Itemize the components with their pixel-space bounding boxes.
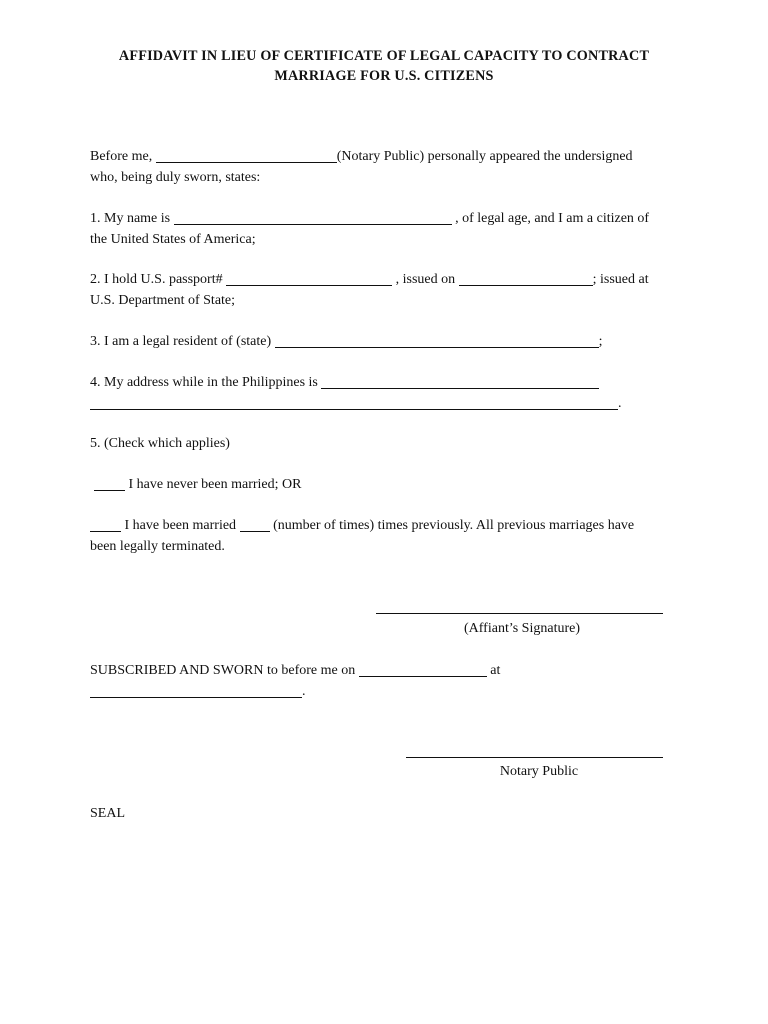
- document-title: [60, 46, 708, 86]
- option-b-text-a: I have been married: [124, 518, 237, 533]
- affiant-signature-label: (Affiant’s Signature): [464, 621, 580, 636]
- intro-paragraph: [90, 146, 680, 188]
- state-blank[interactable]: [275, 332, 599, 348]
- passport-issue-date-blank[interactable]: [459, 270, 593, 286]
- option-a-text: I have never been married; OR: [128, 477, 302, 492]
- item-3-prefix: 3. I am a legal resident of (state): [90, 334, 272, 349]
- item-1-name: [90, 208, 680, 250]
- sworn-date-blank[interactable]: [359, 661, 487, 677]
- title-line-1: AFFIDAVIT IN LIEU OF CERTIFICATE OF LEGAL CAPACITY TO CONTRACT: [118, 48, 650, 64]
- times-married-blank[interactable]: [240, 516, 270, 532]
- item-1-line-2: the United States of America;: [90, 232, 256, 247]
- item-2-passport: [90, 269, 680, 311]
- seal-label: SEAL: [90, 806, 125, 821]
- item-2-issued-on: , issued on: [395, 272, 456, 287]
- intro-before: Before me,: [90, 149, 153, 164]
- address-blank-line-2[interactable]: [90, 394, 618, 410]
- intro-notary-ref: (Notary Public) personally appeared the undersigned: [336, 149, 633, 164]
- item-2-line-2: U.S. Department of State;: [90, 293, 236, 308]
- previously-married-check-blank[interactable]: [90, 516, 121, 532]
- never-married-check-blank[interactable]: [94, 475, 125, 491]
- item-4-prefix: 4. My address while in the Philippines is: [90, 375, 318, 390]
- affiant-name-blank[interactable]: [174, 209, 452, 225]
- option-never-married: [90, 474, 680, 495]
- item-5-heading-text: 5. (Check which applies): [90, 436, 230, 451]
- item-3-residence: [90, 331, 680, 352]
- item-1-prefix: 1. My name is: [90, 211, 171, 226]
- sworn-place-blank[interactable]: [90, 682, 302, 698]
- notary-signature-line[interactable]: [406, 757, 663, 758]
- notary-name-blank[interactable]: [156, 147, 337, 163]
- affiant-signature-line[interactable]: [376, 613, 663, 614]
- item-5-heading: [90, 433, 680, 454]
- passport-number-blank[interactable]: [226, 270, 392, 286]
- option-previously-married: [90, 515, 680, 557]
- item-2-issued-at: ; issued at: [592, 272, 649, 287]
- seal-block: [90, 803, 680, 824]
- item-4-address: [90, 372, 680, 414]
- item-2-prefix: 2. I hold U.S. passport#: [90, 272, 223, 287]
- option-b-line-2: been legally terminated.: [90, 539, 225, 554]
- subscribed-end: .: [302, 684, 306, 699]
- subscribed-prefix: SUBSCRIBED AND SWORN to before me on: [90, 663, 356, 678]
- address-blank-line-1[interactable]: [321, 373, 599, 389]
- item-1-suffix: , of legal age, and I am a citizen of: [455, 211, 650, 226]
- option-b-text-b: (number of times) times previously. All previous marriages have: [273, 518, 635, 533]
- subscribed-at: at: [490, 663, 501, 678]
- notary-public-label: Notary Public: [499, 764, 579, 779]
- subscribed-paragraph: [90, 660, 680, 702]
- intro-line-2: who, being duly sworn, states:: [90, 170, 261, 185]
- title-line-2: MARRIAGE FOR U.S. CITIZENS: [274, 68, 494, 84]
- item-4-suffix: .: [618, 396, 622, 411]
- item-3-suffix: ;: [598, 334, 603, 349]
